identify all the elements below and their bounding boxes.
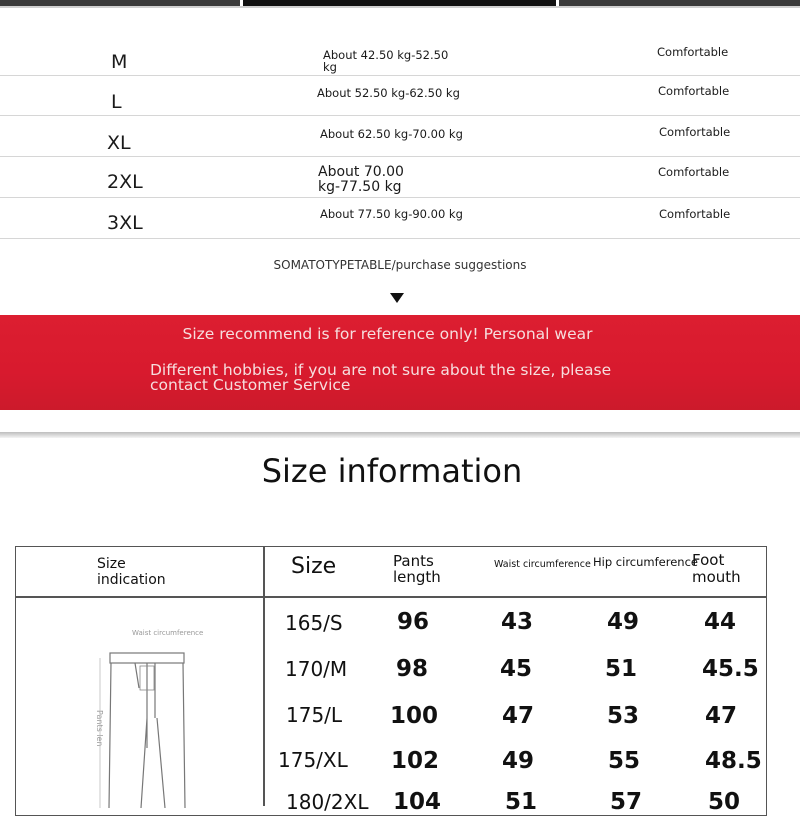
illustration-waist-caption: Waist circumference (132, 629, 204, 637)
recommend-fit: Comfortable (659, 125, 731, 139)
cell-foot: 50 (708, 789, 741, 815)
illustration-length-caption: Pants len (95, 710, 104, 747)
recommend-row (0, 35, 800, 76)
cell-waist: 49 (502, 748, 535, 774)
cell-waist: 45 (500, 656, 533, 682)
recommend-size: M (111, 51, 128, 73)
pants-illustration (95, 628, 215, 808)
cell-size: 170/M (285, 657, 348, 681)
recommend-row (0, 116, 800, 157)
recommend-row (0, 157, 800, 198)
recommend-row (0, 198, 800, 239)
recommend-row (0, 75, 800, 116)
recommend-weight: About 42.50 kg-52.50 kg (323, 48, 449, 74)
notice-line-2: Different hobbies, if you are not sure about the size, please contact Customer Service (150, 361, 612, 394)
cell-length: 104 (393, 789, 442, 815)
cell-waist: 47 (502, 703, 535, 729)
recommend-size: 3XL (107, 212, 143, 234)
recommend-fit: Comfortable (658, 84, 730, 98)
notice-banner (0, 315, 800, 410)
cell-length: 96 (397, 609, 430, 635)
tab-strip (0, 0, 800, 8)
cell-hip: 51 (605, 656, 638, 682)
recommend-size: XL (107, 132, 131, 154)
header-size: Size (291, 554, 337, 579)
section-title: Size information (261, 452, 523, 490)
recommend-fit: Comfortable (659, 207, 731, 221)
recommend-weight: About 70.00 kg-77.50 kg (318, 164, 404, 195)
cell-size: 180/2XL (286, 790, 369, 814)
recommend-weight: About 77.50 kg-90.00 kg (320, 207, 463, 221)
recommend-weight: About 52.50 kg-62.50 kg (317, 86, 460, 100)
recommend-size: 2XL (107, 171, 143, 193)
notice-line-1: Size recommend is for reference only! Personal wear (182, 325, 593, 343)
cell-size: 165/S (285, 611, 343, 635)
cell-size: 175/XL (278, 748, 348, 772)
header-size-indication: Size indication (97, 556, 166, 588)
purchase-suggestions: SOMATOTYPETABLE/purchase suggestions (273, 258, 527, 272)
cell-foot: 44 (704, 609, 737, 635)
cell-waist: 43 (501, 609, 534, 635)
cell-length: 98 (396, 656, 429, 682)
header-waist: Waist circumference (494, 559, 591, 570)
cell-length: 100 (390, 703, 439, 729)
recommend-size: L (111, 91, 122, 113)
cell-length: 102 (391, 748, 440, 774)
cell-hip: 53 (607, 703, 640, 729)
recommend-fit: Comfortable (658, 165, 730, 179)
header-pants-length: Pants length (393, 552, 441, 586)
cell-size: 175/L (286, 703, 343, 727)
cell-hip: 55 (608, 748, 641, 774)
cell-waist: 51 (505, 789, 538, 815)
header-foot-mouth: Foot mouth (692, 551, 741, 586)
recommend-fit: Comfortable (657, 45, 729, 59)
cell-foot: 48.5 (705, 748, 762, 774)
cell-foot: 45.5 (702, 656, 759, 682)
header-hip: Hip circumference (593, 555, 698, 569)
down-arrow-icon (390, 293, 404, 303)
section-divider (0, 432, 800, 438)
cell-hip: 57 (610, 789, 643, 815)
recommend-weight: About 62.50 kg-70.00 kg (320, 127, 463, 141)
cell-hip: 49 (607, 609, 640, 635)
cell-foot: 47 (705, 703, 738, 729)
